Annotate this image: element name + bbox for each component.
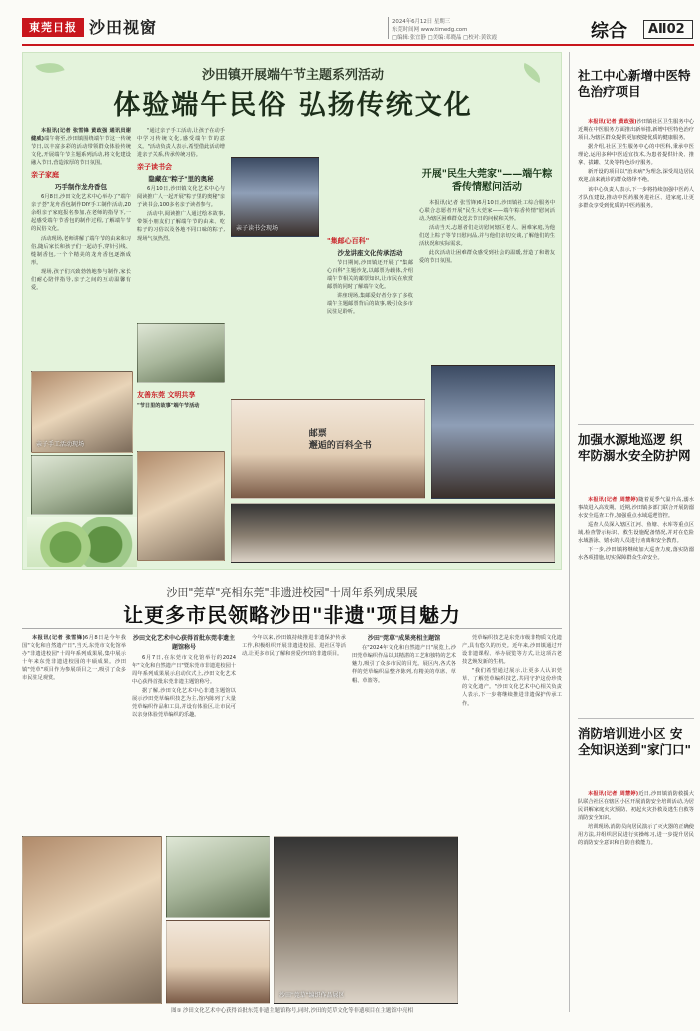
paragraph: 培训现场,消防员向居民演示了灭火器的正确使用方法,并组织居民进行实操练习,进一步提升居民的消防安全意识和自防自救能力。 (578, 824, 694, 847)
story2-column-2 (132, 634, 236, 832)
feature-column-2 (137, 127, 225, 317)
paragraph: 在"2024年文化和自然遗产日"展览上,沙田莞草编织作品以其精湛的工艺和独特的艺术魅力,吸引了众多市民的目光。展区内,各式各样的莞草编织品整齐陈列,有精美的草席、草帽、草篮等。 (352, 645, 456, 684)
paragraph: 该中心负责人表示,下一步将持续加强中医药人才队伍建设,推动中医药服务进社区、进家庭,让更多群众享受到优质的中医药服务。 (578, 186, 694, 209)
section-tag: 亲子家庭 (31, 171, 59, 180)
paragraph: 端午将至,沙田镇围绕端午节这一传统节日,以丰富多彩的活动带领群众体验传统文化,开展端午节主题系列活动,将文化建设融入节日,营造浓厚的节日氛围。 (31, 136, 131, 167)
activity-photo (137, 323, 225, 383)
subheading: 巧手制作龙舟香包 (55, 183, 107, 192)
byline: 本报讯(记者 周慧婷) (588, 497, 639, 503)
story2-column-1 (22, 634, 126, 832)
group-photo (231, 503, 555, 563)
paragraph: 6月8日是今年我国"文化和自然遗产日",当天,东莞市文化馆举办"非遗进校园"十周年系列成果展,集中展示十年来东莞非遗进校园的丰硕成果。沙田镇"莞草"项目作为参展项目之一,吸引了众多市民驻足观赏。 (22, 635, 126, 682)
paragraph: 活动中,阅读推广人通过绘本故事,带领小朋友们了解端午节的由来、吃粽子的习俗以及各地不同口味的粽子,现场气氛热烈。 (137, 211, 225, 242)
right-story-2 (578, 496, 694, 712)
handicraft-photo (31, 371, 133, 453)
right-headline-2: 加强水源地巡逻 织牢防溺水安全防护网 (578, 432, 691, 464)
paragraph: 今年以来,沙田镇持续推进非遗保护传承工作,积极组织开展非遗进校园、进社区等活动,让更多市民了解和喜爱沙田的非遗项目。 (242, 635, 346, 658)
story2-column-5 (462, 634, 562, 1004)
paragraph: 下一步,沙田镇将继续加大巡查力度,落实防溺水各项措施,切实保障群众生命安全。 (578, 547, 694, 562)
masthead-rule (22, 44, 694, 46)
photo-caption: 图① 沙田文化艺术中心获得首批东莞非遗主题馆称号,同时,沙田的莞草文化等非遗项目在主题馆中亮相 (171, 1008, 413, 1014)
masthead-divider (388, 17, 389, 39)
exhibition-photo-3 (166, 920, 270, 1004)
stamp-salon-photo (231, 399, 425, 499)
photo-caption-block (137, 387, 225, 447)
photo-label: 亲子手工活动现场 (36, 440, 85, 448)
page-number: AⅡ02 (643, 20, 693, 39)
reading-session-photo (231, 157, 319, 237)
paragraph: 莞草编织技艺是东莞市级非物质文化遗产,具有悠久的历史。近年来,沙田镇通过开设非遗课程、举办展览等方式,让这项古老技艺焕发新的生机。 (462, 635, 562, 666)
masthead-info (392, 18, 582, 42)
story2-headline: 让更多市民领略沙田"非遗"项目魅力 (123, 603, 461, 627)
issue-date: 2024年6月12日 星期三 (392, 19, 451, 25)
paragraph: 据介绍,社区卫生服务中心的中医科,秉承中医理论,运用多种中医适宜技术,为患者提供针灸、推拿、拔罐、艾灸等特色诊疗服务。 (578, 144, 694, 167)
board-text (309, 429, 372, 452)
story-divider (578, 718, 694, 719)
story2-rule (22, 628, 562, 629)
subheading: 隐藏在"粽子"里的奥秘 (148, 175, 214, 184)
festival-photo (137, 451, 225, 561)
paragraph: 近日,沙田镇消防救援大队联合社区在辖区小区开展消防安全培训活动,为居民讲解家庭火灾预防、初起火灾扑救及逃生自救等消防安全知识。 (578, 791, 694, 822)
section-title: 沙田视窗 (89, 18, 158, 37)
paragraph: 活动当天,志愿者们走访慰问辖区老人、困难家庭,为他们送上粽子等节日慰问品,并与他们亲切交谈,了解他们的生活状况和实际需求。 (419, 225, 555, 248)
website: 东莞时间网 www.timedg.com (392, 27, 468, 34)
paragraph: 据了解,沙田文化艺术中心非遗主题馆以展示沙田莞草编织技艺为主,馆内陈列了大量莞草编织作品和工具,并设有体验区,让市民可以亲身体验莞草编织的乐趣。 (132, 687, 236, 719)
feature-column-4 (419, 199, 555, 359)
section-tag: 亲子读书会 (137, 163, 172, 172)
subheading: "节日里的故事"端午节活动 (137, 402, 200, 409)
paragraph: 随着夏季气温升高,溺水事故进入高发期。近期,沙田镇多部门联合开展防溺水安全巡查工作,加强重点水域巡逻管控。 (578, 497, 694, 520)
story-divider (578, 424, 694, 425)
byline: 本报讯(记者 张雪锋 黄政强 通讯员谢健威) (31, 128, 131, 143)
paragraph: 现场,孩子们兴致勃勃地参与制作,家长们耐心陪伴指导,亲子之间的互动温馨有爱。 (31, 268, 131, 291)
subheading: 沙龙讲座文化传承活动 (337, 248, 403, 257)
paragraph: "通过亲子手工活动,让孩子在动手中学习传统文化,感受端午节的意义。"活动负责人表示,希望借此活动增进亲子关系,传承传统习俗。 (137, 128, 225, 159)
feature-column-3 (327, 233, 413, 383)
board-line: 邂逅的百科全书 (308, 441, 372, 452)
right-story-3 (578, 790, 694, 1010)
newspaper-logo: 東莞日报 (22, 18, 84, 37)
paragraph: 6月10日,沙田镇文化艺术中心与阅读推广人一起开展"粽子里的奥秘"亲子读书会,100多名亲子读者参与。 (137, 186, 225, 209)
masthead (0, 0, 700, 48)
subheading: 沙田"莞草"成果亮相主题馆 (367, 635, 441, 642)
story2-column-3 (242, 634, 346, 832)
page-category: 综合 (591, 21, 627, 42)
board-line: 邮票 (308, 429, 327, 440)
feature-story (22, 52, 562, 570)
exhibition-photo-4 (274, 836, 458, 1004)
section-tag: 友善东莞 文明共享 (137, 391, 196, 399)
editor-credits: □编辑:张宜静 □美编:邓晓晶 □校对:黄钦霞 (392, 35, 498, 42)
right-headline-3: 消防培训进小区 安全知识送到"家门口" (578, 726, 692, 758)
photo-label: 沙田"莞草"编织作品展区 (279, 991, 345, 999)
right-story-1 (578, 118, 694, 418)
paragraph: 此次活动让困难群众感受到社会的温暖,营造了和谐友爱的节日氛围。 (419, 250, 555, 265)
paragraph: 本报讯(记者 张雪锋)6月10日,沙田镇社工综合服务中心联合志愿者开展"民生大莞家——端午粽香传情"慰问活动,为辖区困难群众送去节日的问候和关怀。 (419, 200, 555, 223)
welfare-visit-photo (431, 365, 555, 499)
paragraph: 6月7日,在东莞市文化馆举行的2024年"文化和自然遗产日"暨东莞市非遗进校园十周年系列成果展示启动仪式上,沙田文化艺术中心获得首批东莞非遗主题馆称号。 (132, 654, 236, 685)
feature-kicker: 沙田镇开展端午节主题系列活动 (201, 68, 384, 83)
paragraph: "我们希望通过展示,让更多人认识莞草、了解莞草编织技艺,共同守护这份珍贵的文化遗产。"沙田文化艺术中心相关负责人表示,下一步将继续推进非遗保护传承工作。 (462, 668, 562, 707)
paragraph: 讲座现场,集邮爱好者分享了多枚端午主题邮票背后的故事,吸引众多市民驻足聆听。 (327, 293, 413, 316)
paragraph: 新开设的项目以"治未病"为理念,深受周边居民欢迎,前来就诊的群众络绎不绝。 (578, 169, 694, 184)
subheading: 沙田文化艺术中心获得首批东莞非遗主题馆称号 (132, 635, 235, 652)
story2-kicker: 沙田"莞草"亮相东莞"非遗进校园"十周年系列成果展 (166, 586, 418, 599)
paragraph: 6月8日,沙田文化艺术中心举办了"端午亲子荟"龙舟香包制作DIY手工制作活动,20余组亲子家庭报名参加,在老师的指导下,一起感受端午节香包的制作过程,了解端午节的民俗文化。 (31, 194, 131, 233)
paragraph: 活动现场,老师讲解了端午节的由来和习俗,随后家长和孩子们一起动手,穿针引线、缝制香包,一个个精美的龙舟香包逐渐成形。 (31, 235, 131, 266)
paragraph: 节日期间,沙田镇还开展了"集邮心百科"主题沙龙,以邮票为载体,介绍端午节相关的邮票知识,让市民在欣赏邮票的同时了解端午文化。 (327, 259, 413, 291)
exhibition-photo-1 (22, 836, 162, 1004)
children-photo (31, 455, 133, 515)
paragraph: 巡查人员深入辖区江河、鱼塘、水库等重点区域,检查警示标识、救生设施配备情况,并对在危险水域游泳、嬉水的人员进行劝离和安全教育。 (578, 522, 694, 545)
story2-column-4 (352, 634, 456, 832)
zongzi-illustration (27, 517, 137, 567)
byline: 本报讯(记者 张雪锋) (32, 635, 85, 641)
section-tag: "集邮心百科" (327, 237, 370, 245)
exhibition-photo-2 (166, 836, 270, 918)
feature-column-1 (31, 127, 131, 367)
byline: 本报讯(记者 周慧婷) (588, 791, 639, 797)
column-divider (569, 52, 570, 1012)
subheading-welfare: 开展"民生大莞家"——端午粽香传情慰问活动 (421, 169, 553, 193)
photo-label: 亲子读书会现场 (236, 224, 279, 232)
feature-headline: 体验端午民俗 弘扬传统文化 (113, 90, 473, 121)
right-headline-1: 社工中心新增中医特色治疗项目 (578, 68, 691, 100)
byline: 本报讯(记者 黄政强) (588, 119, 637, 125)
paragraph: 沙田镇社区卫生服务中心近期在中医服务方面推出新举措,新增中医特色治疗项目,为辖区群众提供更加便捷优质的健康服务。 (578, 119, 694, 142)
